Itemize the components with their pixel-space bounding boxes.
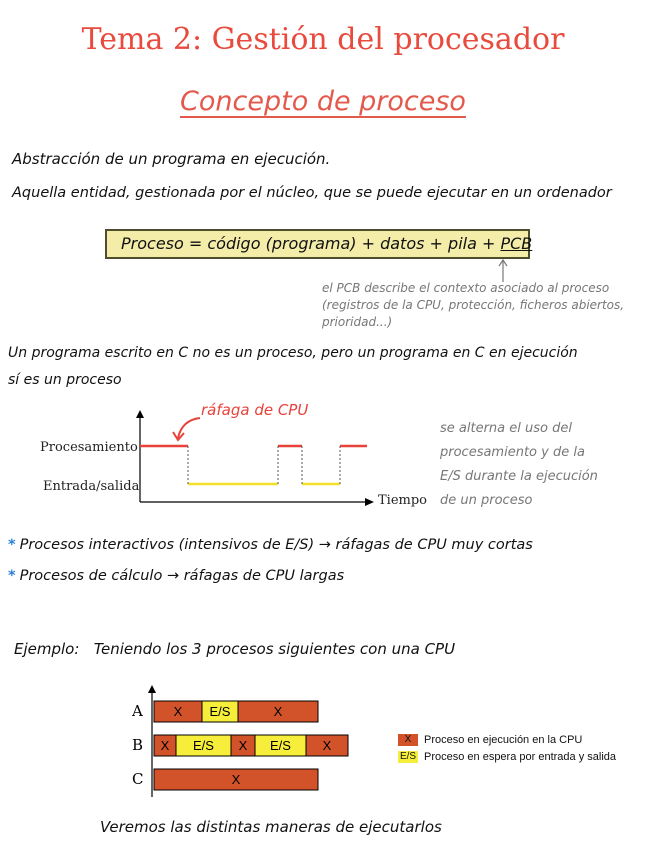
formula-pcb: PCB — [500, 234, 533, 253]
legend-item-io — [398, 749, 616, 766]
section-subtitle — [0, 86, 646, 117]
program-note-line-2: sí es un proceso — [8, 372, 122, 388]
timeline-y-arrow-icon — [136, 410, 144, 418]
closing-line: Veremos las distintas maneras de ejecutarlos — [100, 818, 442, 836]
process-gantt-chart — [120, 685, 360, 803]
section-subtitle-text: Concepto de proceso — [180, 86, 466, 117]
side-note-line-1: se alterna el uso del — [440, 421, 572, 436]
gantt-segment-label: X — [173, 704, 183, 719]
intro-line-1: Abstracción de un programa en ejecución. — [12, 150, 331, 168]
gantt-segment-label: X — [238, 738, 248, 753]
legend-swatch-cpu: X — [398, 734, 418, 746]
bullet-text: Procesos interactivos (intensivos de E/S) → ráfagas de CPU muy cortas — [19, 537, 533, 553]
bullet-calculation — [8, 568, 344, 584]
asterisk-icon: * — [8, 537, 16, 553]
gantt-legend — [398, 732, 616, 766]
gantt-row-label: A — [132, 702, 143, 720]
side-note-line-3: E/S durante la ejecución — [440, 469, 598, 484]
cpu-io-timeline — [130, 410, 380, 510]
bullet-interactive — [8, 537, 533, 553]
example-heading — [14, 640, 455, 658]
pcb-note-line-3: prioridad...) — [322, 315, 393, 329]
example-text: Teniendo los 3 procesos siguientes con una CPU — [93, 640, 456, 658]
program-note-line-1: Un programa escrito en C no es un proceso, pero un programa en C en ejecución — [8, 345, 578, 361]
legend-item-cpu — [398, 732, 616, 749]
io-label: Entrada/salida — [43, 479, 140, 494]
gantt-segment-label: X — [231, 772, 241, 787]
formula-text: Proceso = código (programa) + datos + pila + — [121, 234, 501, 253]
gantt-segment-label: E/S — [193, 738, 214, 753]
side-note-line-2: procesamiento y de la — [440, 445, 585, 460]
bullet-text: Procesos de cálculo → ráfagas de CPU largas — [19, 568, 345, 584]
gantt-segment-label: X — [160, 738, 170, 753]
gantt-segment-label: X — [322, 738, 332, 753]
formula-box — [105, 229, 533, 259]
legend-text-io: Proceso en espera por entrada y salida — [424, 751, 617, 763]
gantt-row-label: C — [132, 770, 144, 788]
pcb-note-line-2: (registros de la CPU, protección, ficheros abiertos, — [322, 298, 625, 312]
example-label: Ejemplo: — [14, 640, 80, 658]
side-note — [440, 417, 598, 513]
legend-text-cpu: Proceso en ejecución en la CPU — [424, 734, 583, 746]
gantt-segment-label: X — [273, 704, 283, 719]
legend-swatch-io: E/S — [399, 751, 417, 763]
side-note-line-4: de un proceso — [440, 493, 533, 508]
gantt-y-arrow-icon — [148, 685, 156, 693]
timeline-x-arrow-icon — [365, 498, 374, 506]
asterisk-icon: * — [8, 568, 16, 584]
gantt-segment-label: E/S — [270, 738, 291, 753]
page-title: Tema 2: Gestión del procesador — [81, 22, 565, 57]
pcb-note — [322, 280, 624, 331]
intro-line-2: Aquella entidad, gestionada por el núcleo, que se puede ejecutar en un ordenador — [12, 185, 612, 201]
pcb-note-line-1: el PCB describe el contexto asociado al proceso — [322, 281, 610, 295]
gantt-row-label: B — [132, 736, 144, 754]
gantt-segment-label: E/S — [209, 704, 231, 719]
time-label: Tiempo — [378, 493, 427, 508]
burst-label: ráfaga de CPU — [201, 401, 309, 419]
processing-label: Procesamiento — [40, 440, 138, 455]
